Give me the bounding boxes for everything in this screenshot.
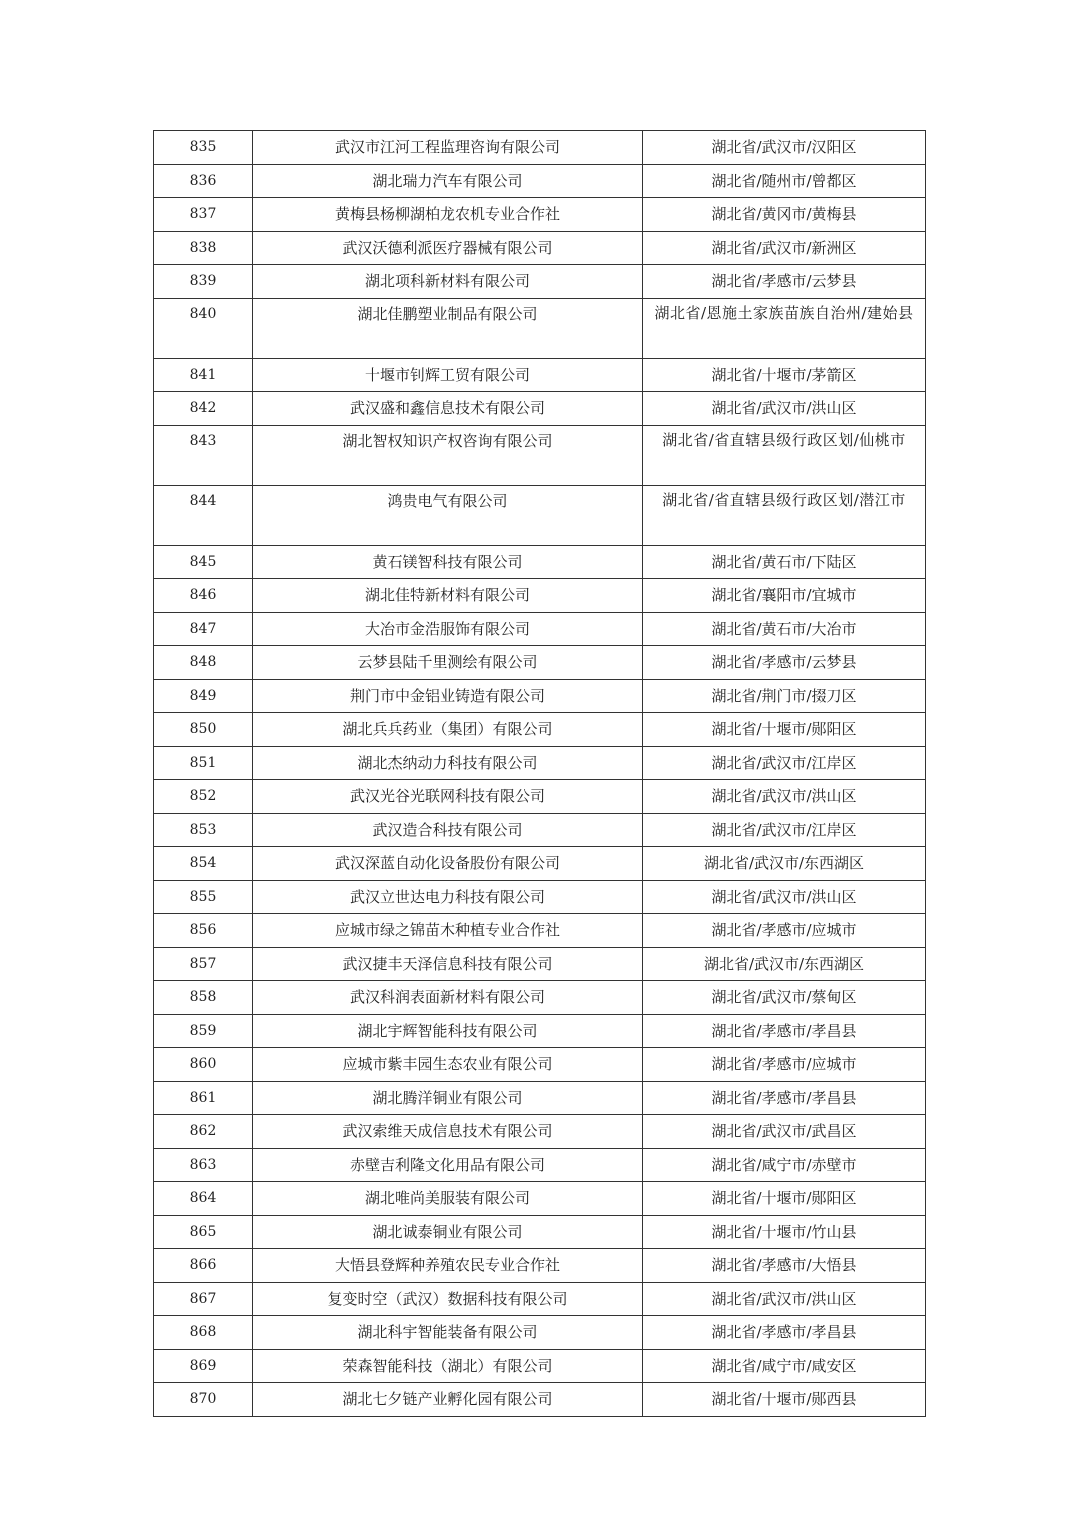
region-cell: 湖北省/武汉市/江岸区 xyxy=(643,746,926,780)
company-name-cell: 湖北兵兵药业（集团）有限公司 xyxy=(253,713,643,747)
company-name-cell: 湖北科宇智能装备有限公司 xyxy=(253,1316,643,1350)
row-number-cell: 837 xyxy=(154,198,253,232)
row-number-cell: 858 xyxy=(154,981,253,1015)
region-cell: 湖北省/十堰市/郧阳区 xyxy=(643,713,926,747)
company-name-cell: 十堰市钊辉工贸有限公司 xyxy=(253,358,643,392)
region-cell: 湖北省/武汉市/东西湖区 xyxy=(643,947,926,981)
table-row xyxy=(154,1349,926,1383)
table-row xyxy=(154,1383,926,1417)
company-name-cell: 湖北七夕链产业孵化园有限公司 xyxy=(253,1383,643,1417)
region-cell: 湖北省/黄石市/下陆区 xyxy=(643,545,926,579)
row-number-cell: 865 xyxy=(154,1215,253,1249)
region-cell: 湖北省/武汉市/蔡甸区 xyxy=(643,981,926,1015)
region-cell: 湖北省/武汉市/东西湖区 xyxy=(643,847,926,881)
row-number-cell: 844 xyxy=(154,485,253,545)
company-name-cell: 荆门市中金铝业铸造有限公司 xyxy=(253,679,643,713)
row-number-cell: 846 xyxy=(154,579,253,613)
region-cell: 湖北省/咸宁市/咸安区 xyxy=(643,1349,926,1383)
row-number-cell: 843 xyxy=(154,425,253,485)
region-cell: 湖北省/孝感市/云梦县 xyxy=(643,265,926,299)
row-number-cell: 840 xyxy=(154,298,253,358)
company-name-cell: 湖北佳鹏塑业制品有限公司 xyxy=(253,298,643,358)
table-row xyxy=(154,1115,926,1149)
table-row xyxy=(154,1182,926,1216)
region-cell: 湖北省/孝感市/应城市 xyxy=(643,1048,926,1082)
region-cell: 湖北省/随州市/曾都区 xyxy=(643,164,926,198)
table-row xyxy=(154,679,926,713)
row-number-cell: 845 xyxy=(154,545,253,579)
table-row xyxy=(154,131,926,165)
company-name-cell: 武汉科润表面新材料有限公司 xyxy=(253,981,643,1015)
row-number-cell: 868 xyxy=(154,1316,253,1350)
row-number-cell: 852 xyxy=(154,780,253,814)
table-row xyxy=(154,947,926,981)
region-cell: 湖北省/十堰市/郧阳区 xyxy=(643,1182,926,1216)
row-number-cell: 859 xyxy=(154,1014,253,1048)
table-row xyxy=(154,713,926,747)
company-name-cell: 湖北诚泰铜业有限公司 xyxy=(253,1215,643,1249)
row-number-cell: 860 xyxy=(154,1048,253,1082)
region-cell: 湖北省/黄石市/大冶市 xyxy=(643,612,926,646)
company-name-cell: 复变时空（武汉）数据科技有限公司 xyxy=(253,1282,643,1316)
table-row xyxy=(154,1282,926,1316)
company-list-page xyxy=(153,130,925,1417)
row-number-cell: 853 xyxy=(154,813,253,847)
table-row xyxy=(154,298,926,358)
region-cell: 湖北省/武汉市/洪山区 xyxy=(643,880,926,914)
region-cell: 湖北省/咸宁市/赤壁市 xyxy=(643,1148,926,1182)
row-number-cell: 855 xyxy=(154,880,253,914)
table-row xyxy=(154,1215,926,1249)
row-number-cell: 864 xyxy=(154,1182,253,1216)
row-number-cell: 866 xyxy=(154,1249,253,1283)
row-number-cell: 839 xyxy=(154,265,253,299)
company-name-cell: 武汉光谷光联网科技有限公司 xyxy=(253,780,643,814)
company-name-cell: 武汉造合科技有限公司 xyxy=(253,813,643,847)
row-number-cell: 847 xyxy=(154,612,253,646)
region-cell: 湖北省/孝感市/应城市 xyxy=(643,914,926,948)
region-cell: 湖北省/武汉市/洪山区 xyxy=(643,1282,926,1316)
table-row xyxy=(154,880,926,914)
row-number-cell: 851 xyxy=(154,746,253,780)
company-name-cell: 武汉沃德利派医疗器械有限公司 xyxy=(253,231,643,265)
company-name-cell: 鸿贵电气有限公司 xyxy=(253,485,643,545)
table-row xyxy=(154,646,926,680)
table-row xyxy=(154,813,926,847)
table-row xyxy=(154,579,926,613)
row-number-cell: 850 xyxy=(154,713,253,747)
company-list-table xyxy=(153,130,926,1417)
company-name-cell: 湖北杰纳动力科技有限公司 xyxy=(253,746,643,780)
row-number-cell: 848 xyxy=(154,646,253,680)
table-row xyxy=(154,1081,926,1115)
table-row xyxy=(154,265,926,299)
table-row xyxy=(154,1148,926,1182)
company-name-cell: 湖北腾洋铜业有限公司 xyxy=(253,1081,643,1115)
region-cell: 湖北省/孝感市/孝昌县 xyxy=(643,1316,926,1350)
company-name-cell: 湖北瑞力汽车有限公司 xyxy=(253,164,643,198)
company-name-cell: 湖北智权知识产权咨询有限公司 xyxy=(253,425,643,485)
region-cell: 湖北省/孝感市/云梦县 xyxy=(643,646,926,680)
row-number-cell: 862 xyxy=(154,1115,253,1149)
table-row xyxy=(154,198,926,232)
row-number-cell: 856 xyxy=(154,914,253,948)
table-row xyxy=(154,847,926,881)
table-row xyxy=(154,914,926,948)
company-list-body xyxy=(154,131,926,1417)
company-name-cell: 黄石镁智科技有限公司 xyxy=(253,545,643,579)
company-name-cell: 赤壁吉利隆文化用品有限公司 xyxy=(253,1148,643,1182)
row-number-cell: 842 xyxy=(154,392,253,426)
region-cell: 湖北省/武汉市/汉阳区 xyxy=(643,131,926,165)
table-row xyxy=(154,425,926,485)
table-row xyxy=(154,1316,926,1350)
region-cell: 湖北省/孝感市/孝昌县 xyxy=(643,1014,926,1048)
row-number-cell: 869 xyxy=(154,1349,253,1383)
table-row xyxy=(154,746,926,780)
company-name-cell: 武汉索维天成信息技术有限公司 xyxy=(253,1115,643,1149)
region-cell: 湖北省/黄冈市/黄梅县 xyxy=(643,198,926,232)
table-row xyxy=(154,392,926,426)
table-row xyxy=(154,1014,926,1048)
row-number-cell: 857 xyxy=(154,947,253,981)
company-name-cell: 湖北佳特新材料有限公司 xyxy=(253,579,643,613)
company-name-cell: 黄梅县杨柳湖柏龙农机专业合作社 xyxy=(253,198,643,232)
company-name-cell: 应城市绿之锦苗木种植专业合作社 xyxy=(253,914,643,948)
company-name-cell: 武汉立世达电力科技有限公司 xyxy=(253,880,643,914)
company-name-cell: 武汉捷丰天泽信息科技有限公司 xyxy=(253,947,643,981)
table-row xyxy=(154,612,926,646)
region-cell: 湖北省/孝感市/孝昌县 xyxy=(643,1081,926,1115)
row-number-cell: 835 xyxy=(154,131,253,165)
company-name-cell: 湖北唯尚美服装有限公司 xyxy=(253,1182,643,1216)
region-cell: 湖北省/武汉市/洪山区 xyxy=(643,392,926,426)
region-cell: 湖北省/武汉市/新洲区 xyxy=(643,231,926,265)
region-cell: 湖北省/武汉市/武昌区 xyxy=(643,1115,926,1149)
region-cell: 湖北省/襄阳市/宜城市 xyxy=(643,579,926,613)
company-name-cell: 云梦县陆千里测绘有限公司 xyxy=(253,646,643,680)
region-cell: 湖北省/武汉市/江岸区 xyxy=(643,813,926,847)
row-number-cell: 870 xyxy=(154,1383,253,1417)
company-name-cell: 湖北项科新材料有限公司 xyxy=(253,265,643,299)
company-name-cell: 荣森智能科技（湖北）有限公司 xyxy=(253,1349,643,1383)
region-cell: 湖北省/十堰市/郧西县 xyxy=(643,1383,926,1417)
row-number-cell: 854 xyxy=(154,847,253,881)
company-name-cell: 武汉市江河工程监理咨询有限公司 xyxy=(253,131,643,165)
table-row xyxy=(154,1249,926,1283)
row-number-cell: 861 xyxy=(154,1081,253,1115)
region-cell: 湖北省/省直辖县级行政区划/潜江市 xyxy=(643,485,926,545)
company-name-cell: 武汉深蓝自动化设备股份有限公司 xyxy=(253,847,643,881)
region-cell: 湖北省/十堰市/竹山县 xyxy=(643,1215,926,1249)
company-name-cell: 武汉盛和鑫信息技术有限公司 xyxy=(253,392,643,426)
region-cell: 湖北省/荆门市/掇刀区 xyxy=(643,679,926,713)
region-cell: 湖北省/省直辖县级行政区划/仙桃市 xyxy=(643,425,926,485)
table-row xyxy=(154,231,926,265)
row-number-cell: 867 xyxy=(154,1282,253,1316)
region-cell: 湖北省/十堰市/茅箭区 xyxy=(643,358,926,392)
table-row xyxy=(154,1048,926,1082)
region-cell: 湖北省/恩施土家族苗族自治州/建始县 xyxy=(643,298,926,358)
row-number-cell: 838 xyxy=(154,231,253,265)
row-number-cell: 841 xyxy=(154,358,253,392)
row-number-cell: 849 xyxy=(154,679,253,713)
table-row xyxy=(154,545,926,579)
company-name-cell: 大悟县登辉种养殖农民专业合作社 xyxy=(253,1249,643,1283)
row-number-cell: 836 xyxy=(154,164,253,198)
table-row xyxy=(154,358,926,392)
row-number-cell: 863 xyxy=(154,1148,253,1182)
company-name-cell: 大冶市金浩服饰有限公司 xyxy=(253,612,643,646)
table-row xyxy=(154,780,926,814)
region-cell: 湖北省/孝感市/大悟县 xyxy=(643,1249,926,1283)
table-row xyxy=(154,981,926,1015)
table-row xyxy=(154,485,926,545)
region-cell: 湖北省/武汉市/洪山区 xyxy=(643,780,926,814)
company-name-cell: 湖北宇辉智能科技有限公司 xyxy=(253,1014,643,1048)
table-row xyxy=(154,164,926,198)
company-name-cell: 应城市紫丰园生态农业有限公司 xyxy=(253,1048,643,1082)
